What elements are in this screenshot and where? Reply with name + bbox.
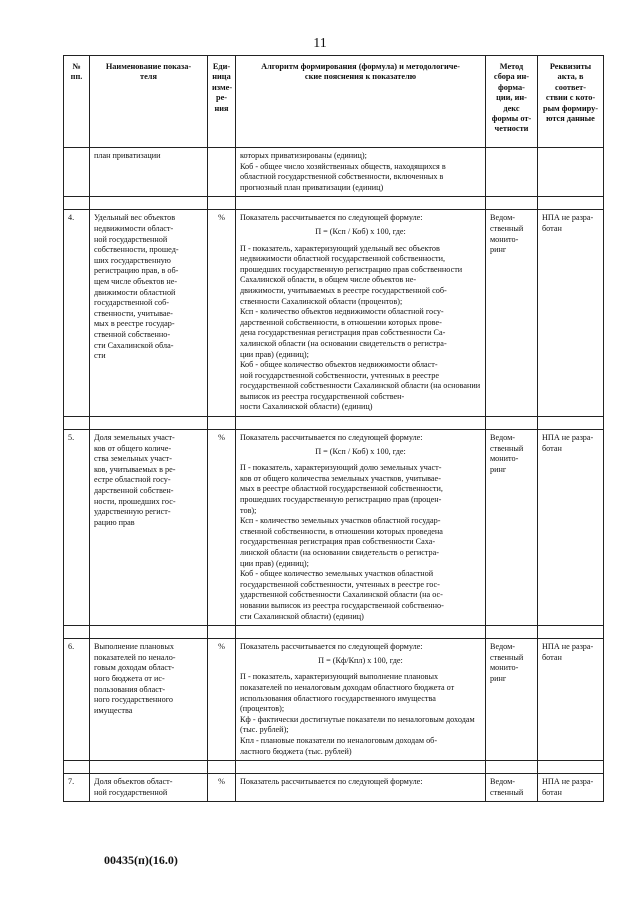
row-method: Ведом- ственный монито- ринг (486, 430, 538, 626)
continuation-num (64, 148, 90, 197)
header-method: Метод сбора ин- форма- ции, ин- декс формы от- четности (486, 56, 538, 148)
row-method: Ведом- ственный монито- ринг (486, 210, 538, 417)
row-algorithm (236, 639, 486, 761)
algorithm-formula: П = (Кф/Кпл) х 100, где: (318, 655, 403, 665)
row-name: Доля объектов област- ной государственной (90, 774, 208, 802)
row-requisites: НПА не разра- ботан (538, 774, 604, 802)
algorithm-intro: Показатель рассчитывается по следующей формуле: (240, 642, 423, 652)
indicator-table (63, 55, 604, 802)
algorithm-explanation: П - показатель, характеризующий долю земельных участ- ков от общего количества земельных участков, учитывае- мых в реестре областной государственной собственности, прошедших государственную регистрацию прав (процен- тов); Ксп - количество земельных участков областной государ- ственной собственности, в отношении которых проведена государственная регистрация прав собственности Саха- линской области (на основании свидетельств о регистра- ции прав) (единиц); Коб - общее количество земельных участков областной государственной собственности, учтенных в реестре гос- ударственной собственности Сахалинской области (на ос- новании выписок из реестра государственной собственно- сти Сахалинской области) (единиц) (240, 463, 444, 621)
algorithm-intro: Показатель рассчитывается по следующей формуле: (240, 777, 423, 787)
header-row (64, 56, 604, 148)
page-number: 11 (313, 36, 327, 51)
continuation-unit (208, 148, 236, 197)
row-num: 6. (64, 639, 90, 761)
row-requisites: НПА не разра- ботан (538, 430, 604, 626)
algorithm-intro: Показатель рассчитывается по следующей формуле: (240, 433, 423, 443)
table-row (64, 774, 604, 802)
algorithm-formula: П = (Ксп / Коб) х 100, где: (315, 446, 406, 456)
continuation-requisites (538, 148, 604, 197)
table-row (64, 430, 604, 626)
row-name: Удельный вес объектов недвижимости област- ной государственной собственности, прошед- ших государственную регистрацию прав, в об- щем числе объектов не- движимости областной государственной соб- ственности, учитывае- мых в реестре государ- ственной собственно- сти Сахалинской обла- сти (90, 210, 208, 417)
row-name: Выполнение плановых показателей по ненало- говым доходам област- ного бюджета от ис- пользования област- ного государственного имущества (90, 639, 208, 761)
algorithm-explanation: П - показатель, характеризующий выполнение плановых показателей по неналоговым доходам областного бюджета от использования областного государственного имущества (процентов); Кф - фактически достигнутые показатели по неналоговым доходам (тыс. рублей); Кпл - плановые показатели по неналоговым доходам об- ластного бюджета (тыс. рублей) (240, 672, 475, 756)
row-unit: % (208, 210, 236, 417)
continuation-row (64, 148, 604, 197)
spacer-row (64, 417, 604, 430)
continuation-method (486, 148, 538, 197)
row-algorithm (236, 430, 486, 626)
row-num: 7. (64, 774, 90, 802)
row-unit: % (208, 774, 236, 802)
row-unit: % (208, 639, 236, 761)
continuation-algorithm: которых приватизированы (единиц); Коб - общее число хозяйственных обществ, находящихся в областной государственной собственности, включенных в прогнозный план приватизации (единиц) (236, 148, 486, 197)
row-requisites: НПА не разра- ботан (538, 210, 604, 417)
row-algorithm (236, 774, 486, 802)
row-method: Ведом- ственный (486, 774, 538, 802)
table-row (64, 210, 604, 417)
table-row (64, 639, 604, 761)
row-algorithm (236, 210, 486, 417)
row-name: Доля земельных участ- ков от общего количе- ства земельных участ- ков, учитываемых в ре- естре областной госу- дарственной собствен- ности, прошедших гос- ударственную регист- рацию прав (90, 430, 208, 626)
row-num: 4. (64, 210, 90, 417)
row-num: 5. (64, 430, 90, 626)
algorithm-intro: Показатель рассчитывается по следующей формуле: (240, 213, 423, 223)
continuation-name: план приватизации (90, 148, 208, 197)
header-name: Наименование показа- теля (90, 56, 208, 148)
header-num: № пп. (64, 56, 90, 148)
algorithm-formula: П = (Ксп / Коб) х 100, где: (315, 226, 406, 236)
document-code: 00435(п)(16.0) (104, 853, 178, 867)
row-requisites: НПА не разра- ботан (538, 639, 604, 761)
row-unit: % (208, 430, 236, 626)
spacer-row (64, 761, 604, 774)
row-method: Ведом- ственный монито- ринг (486, 639, 538, 761)
header-algorithm: Алгоритм формирования (формула) и методологиче- ские пояснения к показателю (236, 56, 486, 148)
spacer-row (64, 626, 604, 639)
spacer-row (64, 197, 604, 210)
header-requisites: Реквизиты акта, в соответ- ствии с кото- рым формиру- ются данные (538, 56, 604, 148)
header-unit: Еди- ница изме- ре- ния (208, 56, 236, 148)
algorithm-explanation: П - показатель, характеризующий удельный вес объектов недвижимости областной государственной собственности, прошедших государственную регистрацию прав собственности Сахалинской области, в общем числе объектов не- движимости, учитываемых в реестре государственной соб- ственности Сахалинской области (процентов); Ксп - количество объектов недвижимости областной госу- дарственной собственности, в отношении которых прове- дена государственная регистрация прав собственности Са- халинской области (на основании свидетельств о регистра- ции прав) (единиц); Коб - общее количество объектов недвижимости област- ной государственной собственности, учтенных в реестре государственной собственности Сахалинской области (на основании выписок из реестра государственной собствен- ности Сахалинской области) (единиц) (240, 243, 481, 412)
